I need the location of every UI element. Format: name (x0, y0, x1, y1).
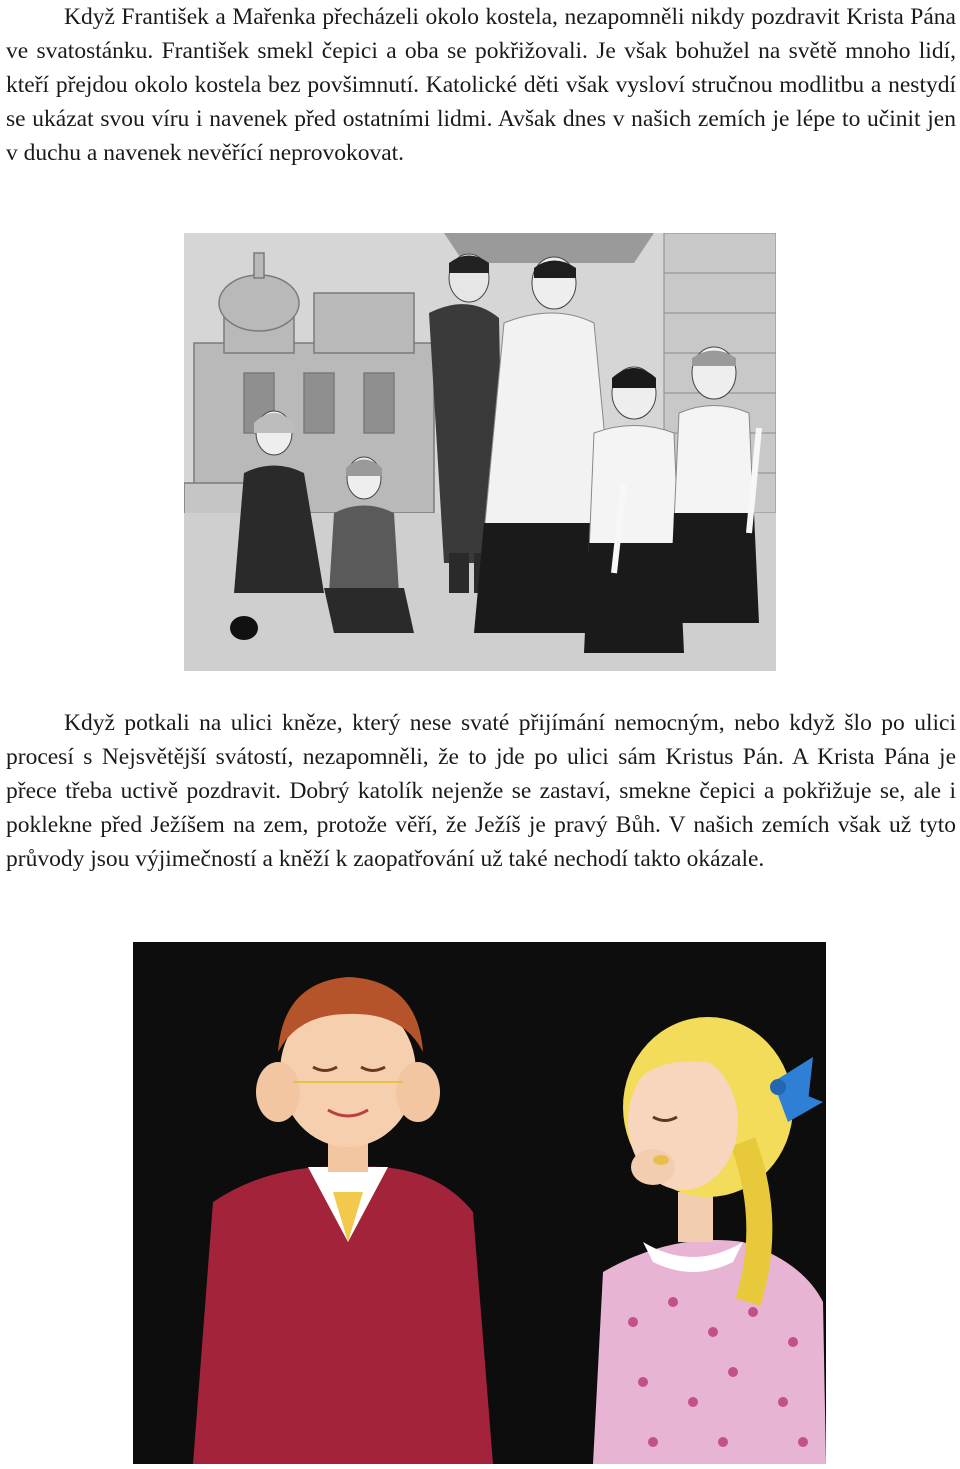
paragraph-1: Když František a Mařenka přecházeli okolo kostela, nezapomněli nikdy pozdravit Krista Pána ve svatostánku. František smekl čepici a oba se pokřižovali. Je však bohužel na světě mnoho lidí, kteří přejdou okolo kostela bez povšimnutí. Katolické děti však vysloví stručnou modlitbu a nestydí se ukázat svou víru i navenek před ostatními lidmi. Avšak dnes v našich zemích je lépe to učinit jen v duchu a navenek nevěřící neprovokovat. (6, 4, 956, 166)
illustration-children (133, 942, 826, 1464)
paragraph-2: Když potkali na ulici kněze, který nese svaté přijímání nemocným, nebo když šlo po ulici procesí s Nejsvětější svátostí, nezapomněli, že to jde po ulici sám Kristus Pán. A Krista Pána je přece třeba uctivě pozdravit. Dobrý katolík nejenže se zastaví, smekne čepici a pokřižuje se, ale i poklekne před Ježíšem na zem, protože věří, že Ježíš je pravý Bůh. V našich zemích však už tyto průvody jsou výjimečností a kněží k zaopatřování už také nechodí takto okázale. (6, 710, 956, 872)
illustration-procession (184, 233, 776, 671)
